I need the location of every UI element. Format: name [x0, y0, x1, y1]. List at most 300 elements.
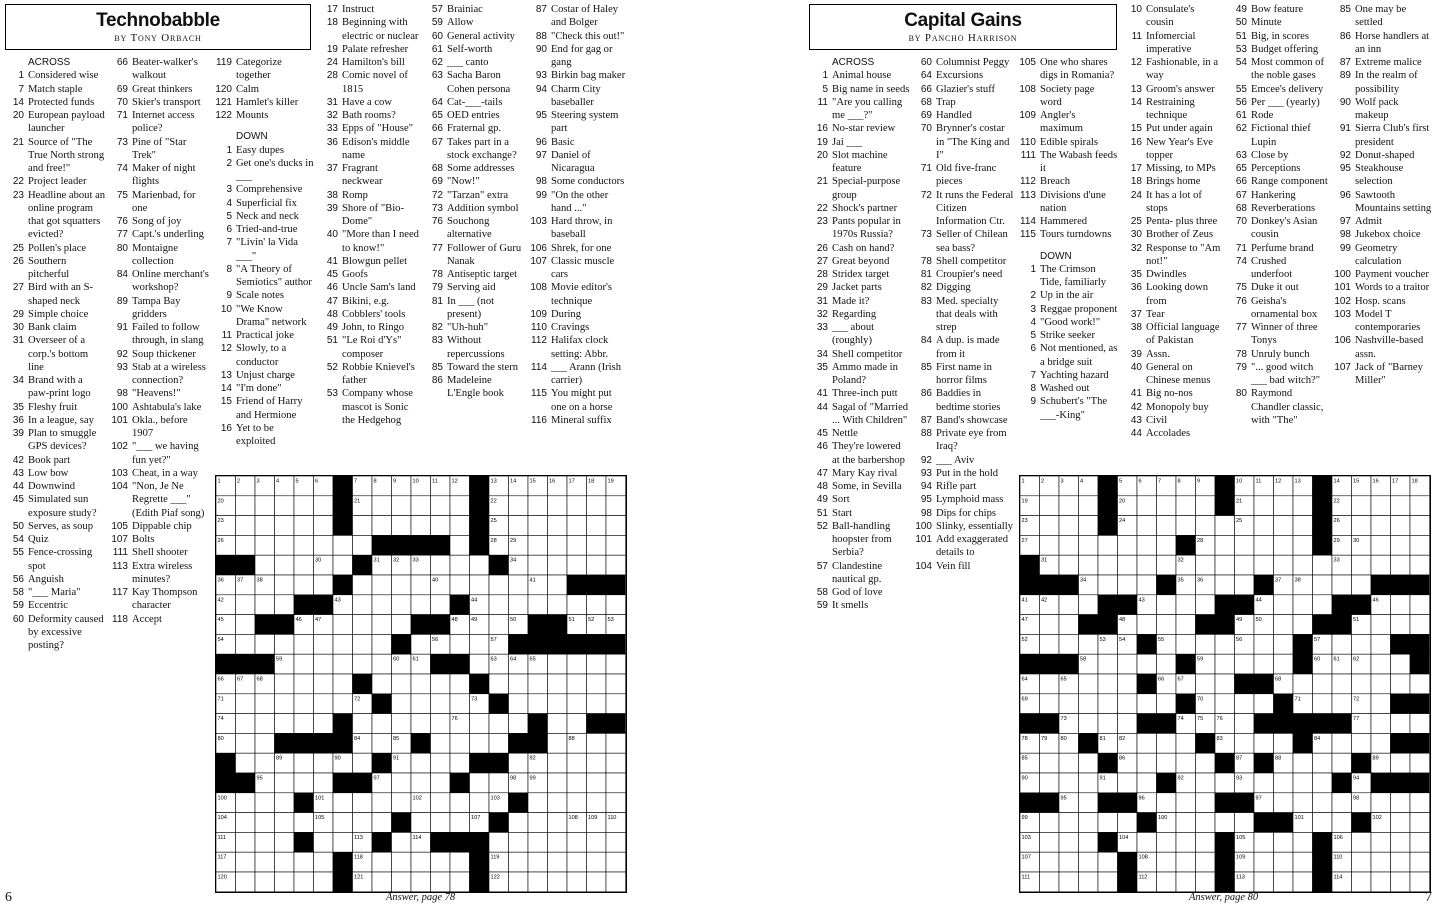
grid-cell[interactable] [236, 615, 256, 635]
grid-cell[interactable] [333, 813, 353, 833]
grid-cell[interactable] [1274, 496, 1294, 516]
grid-cell[interactable] [392, 773, 412, 793]
grid-cell[interactable] [528, 496, 548, 516]
grid-cell[interactable] [509, 714, 529, 734]
grid-cell[interactable] [392, 714, 412, 734]
grid-cell[interactable] [509, 852, 529, 872]
grid-cell[interactable] [1274, 832, 1294, 852]
grid-cell[interactable] [1079, 753, 1099, 773]
grid-cell[interactable] [255, 813, 275, 833]
grid-cell[interactable] [431, 694, 451, 714]
grid-cell[interactable] [275, 634, 295, 654]
grid-cell[interactable] [1137, 773, 1157, 793]
grid-cell[interactable] [450, 516, 470, 536]
grid-cell[interactable] [1157, 555, 1177, 575]
grid-cell[interactable] [1079, 714, 1099, 734]
grid-cell[interactable] [548, 733, 568, 753]
grid-cell[interactable] [275, 872, 295, 892]
grid-cell[interactable] [1059, 773, 1079, 793]
grid-cell[interactable] [431, 496, 451, 516]
grid-cell[interactable] [1391, 714, 1411, 734]
grid-cell[interactable] [275, 813, 295, 833]
grid-cell[interactable] [392, 595, 412, 615]
grid-cell[interactable] [353, 615, 373, 635]
grid-cell[interactable] [431, 753, 451, 773]
grid-cell[interactable] [606, 793, 626, 813]
grid-cell[interactable] [509, 516, 529, 536]
grid-cell[interactable] [1040, 773, 1060, 793]
grid-cell[interactable] [255, 733, 275, 753]
grid-cell[interactable] [1040, 872, 1060, 892]
grid-cell[interactable] [489, 714, 509, 734]
grid-cell[interactable] [1293, 595, 1313, 615]
grid-cell[interactable] [1098, 694, 1118, 714]
grid-cell[interactable] [411, 852, 431, 872]
grid-cell[interactable] [1352, 496, 1372, 516]
grid-cell[interactable] [1371, 496, 1391, 516]
grid-cell[interactable] [1079, 516, 1099, 536]
grid-cell[interactable] [1059, 872, 1079, 892]
grid-cell[interactable] [567, 595, 587, 615]
grid-cell[interactable] [314, 832, 334, 852]
grid-cell[interactable] [509, 813, 529, 833]
grid-cell[interactable] [1137, 832, 1157, 852]
grid-cell[interactable] [372, 615, 392, 635]
grid-cell[interactable] [587, 773, 607, 793]
grid-cell[interactable] [489, 615, 509, 635]
grid-cell[interactable] [1274, 634, 1294, 654]
grid-cell[interactable] [509, 872, 529, 892]
grid-cell[interactable] [1313, 575, 1333, 595]
grid-cell[interactable] [411, 714, 431, 734]
grid-cell[interactable] [450, 535, 470, 555]
grid-cell[interactable] [1410, 595, 1430, 615]
grid-cell[interactable] [1371, 694, 1391, 714]
grid-cell[interactable] [548, 555, 568, 575]
grid-cell[interactable] [1371, 654, 1391, 674]
grid-cell[interactable] [528, 852, 548, 872]
grid-cell[interactable] [333, 674, 353, 694]
grid-cell[interactable] [1391, 615, 1411, 635]
grid-cell[interactable] [587, 595, 607, 615]
right-crossword-grid[interactable] [1019, 475, 1431, 893]
grid-cell[interactable] [1196, 793, 1216, 813]
grid-cell[interactable] [1293, 773, 1313, 793]
grid-cell[interactable] [489, 832, 509, 852]
grid-cell[interactable] [528, 674, 548, 694]
grid-cell[interactable] [1254, 654, 1274, 674]
grid-cell[interactable] [1371, 555, 1391, 575]
grid-cell[interactable] [1410, 813, 1430, 833]
grid-cell[interactable] [587, 654, 607, 674]
grid-cell[interactable] [294, 813, 314, 833]
grid-cell[interactable] [1079, 595, 1099, 615]
grid-cell[interactable] [567, 654, 587, 674]
grid-cell[interactable] [1059, 615, 1079, 635]
grid-cell[interactable] [236, 714, 256, 734]
grid-cell[interactable] [567, 516, 587, 536]
grid-cell[interactable] [353, 793, 373, 813]
grid-cell[interactable] [431, 555, 451, 575]
grid-cell[interactable] [353, 516, 373, 536]
grid-cell[interactable] [1040, 813, 1060, 833]
grid-cell[interactable] [1391, 535, 1411, 555]
grid-cell[interactable] [548, 753, 568, 773]
grid-cell[interactable] [1332, 733, 1352, 753]
grid-cell[interactable] [1215, 575, 1235, 595]
grid-cell[interactable] [236, 753, 256, 773]
grid-cell[interactable] [1391, 654, 1411, 674]
grid-cell[interactable] [1293, 852, 1313, 872]
grid-cell[interactable] [606, 694, 626, 714]
grid-cell[interactable] [1371, 852, 1391, 872]
grid-cell[interactable] [548, 516, 568, 536]
grid-cell[interactable] [1040, 634, 1060, 654]
grid-cell[interactable] [548, 496, 568, 516]
grid-cell[interactable] [411, 575, 431, 595]
grid-cell[interactable] [372, 654, 392, 674]
grid-cell[interactable] [1332, 813, 1352, 833]
grid-cell[interactable] [431, 516, 451, 536]
grid-cell[interactable] [1215, 773, 1235, 793]
grid-cell[interactable] [606, 496, 626, 516]
grid-cell[interactable] [548, 535, 568, 555]
grid-cell[interactable] [1040, 496, 1060, 516]
grid-cell[interactable] [1313, 753, 1333, 773]
grid-cell[interactable] [1157, 496, 1177, 516]
grid-cell[interactable] [1079, 555, 1099, 575]
grid-cell[interactable] [606, 852, 626, 872]
grid-cell[interactable] [1274, 773, 1294, 793]
grid-cell[interactable] [1293, 516, 1313, 536]
grid-cell[interactable] [509, 694, 529, 714]
grid-cell[interactable] [1079, 813, 1099, 833]
grid-cell[interactable] [1059, 595, 1079, 615]
left-crossword-grid[interactable] [215, 475, 627, 893]
grid-cell[interactable] [372, 733, 392, 753]
grid-cell[interactable] [294, 654, 314, 674]
grid-cell[interactable] [1196, 516, 1216, 536]
grid-cell[interactable] [489, 575, 509, 595]
grid-cell[interactable] [236, 813, 256, 833]
grid-cell[interactable] [411, 694, 431, 714]
grid-cell[interactable] [1313, 773, 1333, 793]
grid-cell[interactable] [1196, 674, 1216, 694]
grid-cell[interactable] [1293, 535, 1313, 555]
grid-cell[interactable] [1157, 852, 1177, 872]
grid-cell[interactable] [372, 852, 392, 872]
grid-cell[interactable] [1274, 733, 1294, 753]
grid-cell[interactable] [1352, 872, 1372, 892]
grid-cell[interactable] [450, 872, 470, 892]
grid-cell[interactable] [255, 872, 275, 892]
grid-cell[interactable] [567, 773, 587, 793]
grid-cell[interactable] [1079, 872, 1099, 892]
grid-cell[interactable] [1371, 535, 1391, 555]
grid-cell[interactable] [528, 555, 548, 575]
grid-cell[interactable] [1410, 714, 1430, 734]
grid-cell[interactable] [528, 832, 548, 852]
grid-cell[interactable] [1371, 793, 1391, 813]
grid-cell[interactable] [548, 813, 568, 833]
grid-cell[interactable] [1079, 496, 1099, 516]
grid-cell[interactable] [1274, 615, 1294, 635]
grid-cell[interactable] [236, 793, 256, 813]
grid-cell[interactable] [450, 674, 470, 694]
grid-cell[interactable] [1215, 674, 1235, 694]
grid-cell[interactable] [1118, 555, 1138, 575]
grid-cell[interactable] [353, 634, 373, 654]
grid-cell[interactable] [470, 555, 490, 575]
grid-cell[interactable] [392, 575, 412, 595]
grid-cell[interactable] [1235, 575, 1255, 595]
grid-cell[interactable] [450, 813, 470, 833]
grid-cell[interactable] [372, 575, 392, 595]
grid-cell[interactable] [294, 575, 314, 595]
grid-cell[interactable] [314, 773, 334, 793]
grid-cell[interactable] [431, 714, 451, 734]
grid-cell[interactable] [411, 595, 431, 615]
grid-cell[interactable] [1410, 793, 1430, 813]
grid-cell[interactable] [567, 753, 587, 773]
grid-cell[interactable] [1118, 575, 1138, 595]
grid-cell[interactable] [1352, 555, 1372, 575]
grid-cell[interactable] [1410, 496, 1430, 516]
grid-cell[interactable] [1157, 694, 1177, 714]
grid-cell[interactable] [1118, 674, 1138, 694]
grid-cell[interactable] [255, 496, 275, 516]
grid-cell[interactable] [1293, 555, 1313, 575]
grid-cell[interactable] [1196, 595, 1216, 615]
grid-cell[interactable] [1352, 674, 1372, 694]
grid-cell[interactable] [606, 832, 626, 852]
grid-cell[interactable] [294, 852, 314, 872]
grid-cell[interactable] [1254, 733, 1274, 753]
grid-cell[interactable] [1079, 852, 1099, 872]
grid-cell[interactable] [314, 753, 334, 773]
grid-cell[interactable] [1410, 852, 1430, 872]
grid-cell[interactable] [528, 694, 548, 714]
grid-cell[interactable] [1157, 615, 1177, 635]
grid-cell[interactable] [333, 793, 353, 813]
grid-cell[interactable] [255, 753, 275, 773]
grid-cell[interactable] [548, 694, 568, 714]
grid-cell[interactable] [236, 694, 256, 714]
grid-cell[interactable] [587, 516, 607, 536]
grid-cell[interactable] [1391, 595, 1411, 615]
grid-cell[interactable] [606, 773, 626, 793]
grid-cell[interactable] [548, 793, 568, 813]
grid-cell[interactable] [470, 654, 490, 674]
grid-cell[interactable] [567, 535, 587, 555]
grid-cell[interactable] [528, 516, 548, 536]
grid-cell[interactable] [255, 516, 275, 536]
grid-cell[interactable] [372, 714, 392, 734]
grid-cell[interactable] [1391, 793, 1411, 813]
grid-cell[interactable] [1254, 872, 1274, 892]
grid-cell[interactable] [392, 694, 412, 714]
grid-cell[interactable] [411, 674, 431, 694]
grid-cell[interactable] [1040, 674, 1060, 694]
grid-cell[interactable] [314, 575, 334, 595]
grid-cell[interactable] [1137, 733, 1157, 753]
grid-cell[interactable] [1410, 832, 1430, 852]
grid-cell[interactable] [509, 832, 529, 852]
grid-cell[interactable] [1313, 694, 1333, 714]
grid-cell[interactable] [255, 694, 275, 714]
grid-cell[interactable] [567, 832, 587, 852]
grid-cell[interactable] [314, 634, 334, 654]
grid-cell[interactable] [1176, 516, 1196, 536]
grid-cell[interactable] [548, 832, 568, 852]
grid-cell[interactable] [1332, 694, 1352, 714]
grid-cell[interactable] [1254, 852, 1274, 872]
grid-cell[interactable] [1332, 793, 1352, 813]
grid-cell[interactable] [255, 852, 275, 872]
grid-cell[interactable] [1352, 832, 1372, 852]
grid-cell[interactable] [548, 852, 568, 872]
grid-cell[interactable] [1157, 872, 1177, 892]
grid-cell[interactable] [1235, 714, 1255, 734]
grid-cell[interactable] [606, 555, 626, 575]
grid-cell[interactable] [489, 595, 509, 615]
grid-cell[interactable] [509, 674, 529, 694]
grid-cell[interactable] [372, 813, 392, 833]
grid-cell[interactable] [1274, 872, 1294, 892]
grid-cell[interactable] [275, 852, 295, 872]
grid-cell[interactable] [411, 773, 431, 793]
grid-cell[interactable] [1157, 654, 1177, 674]
grid-cell[interactable] [450, 694, 470, 714]
grid-cell[interactable] [431, 793, 451, 813]
grid-cell[interactable] [606, 535, 626, 555]
grid-cell[interactable] [1274, 516, 1294, 536]
grid-cell[interactable] [1410, 674, 1430, 694]
grid-cell[interactable] [1098, 674, 1118, 694]
grid-cell[interactable] [1137, 615, 1157, 635]
grid-cell[interactable] [1079, 793, 1099, 813]
grid-cell[interactable] [314, 496, 334, 516]
grid-cell[interactable] [275, 496, 295, 516]
grid-cell[interactable] [255, 555, 275, 575]
grid-cell[interactable] [606, 753, 626, 773]
grid-cell[interactable] [1079, 694, 1099, 714]
grid-cell[interactable] [587, 793, 607, 813]
grid-cell[interactable] [1391, 496, 1411, 516]
grid-cell[interactable] [489, 773, 509, 793]
grid-cell[interactable] [372, 793, 392, 813]
grid-cell[interactable] [1098, 872, 1118, 892]
grid-cell[interactable] [1098, 575, 1118, 595]
grid-cell[interactable] [1254, 773, 1274, 793]
grid-cell[interactable] [1410, 555, 1430, 575]
grid-cell[interactable] [1079, 832, 1099, 852]
grid-cell[interactable] [587, 674, 607, 694]
grid-cell[interactable] [567, 694, 587, 714]
grid-cell[interactable] [411, 813, 431, 833]
grid-cell[interactable] [294, 516, 314, 536]
grid-cell[interactable] [1313, 674, 1333, 694]
grid-cell[interactable] [314, 852, 334, 872]
grid-cell[interactable] [333, 535, 353, 555]
grid-cell[interactable] [1254, 555, 1274, 575]
grid-cell[interactable] [1254, 832, 1274, 852]
grid-cell[interactable] [1098, 535, 1118, 555]
grid-cell[interactable] [1196, 634, 1216, 654]
grid-cell[interactable] [1196, 753, 1216, 773]
grid-cell[interactable] [1137, 555, 1157, 575]
grid-cell[interactable] [606, 674, 626, 694]
grid-cell[interactable] [1254, 694, 1274, 714]
grid-cell[interactable] [1293, 615, 1313, 635]
grid-cell[interactable] [509, 496, 529, 516]
grid-cell[interactable] [509, 753, 529, 773]
grid-cell[interactable] [606, 595, 626, 615]
grid-cell[interactable] [1332, 674, 1352, 694]
grid-cell[interactable] [353, 575, 373, 595]
grid-cell[interactable] [1176, 872, 1196, 892]
grid-cell[interactable] [1274, 595, 1294, 615]
grid-cell[interactable] [333, 654, 353, 674]
grid-cell[interactable] [1371, 634, 1391, 654]
grid-cell[interactable] [1137, 753, 1157, 773]
grid-cell[interactable] [567, 852, 587, 872]
grid-cell[interactable] [1137, 575, 1157, 595]
grid-cell[interactable] [314, 714, 334, 734]
grid-cell[interactable] [450, 753, 470, 773]
grid-cell[interactable] [1371, 832, 1391, 852]
grid-cell[interactable] [1215, 634, 1235, 654]
grid-cell[interactable] [1196, 813, 1216, 833]
grid-cell[interactable] [1059, 852, 1079, 872]
grid-cell[interactable] [1059, 753, 1079, 773]
grid-cell[interactable] [548, 595, 568, 615]
grid-cell[interactable] [1157, 733, 1177, 753]
grid-cell[interactable] [1391, 753, 1411, 773]
grid-cell[interactable] [509, 575, 529, 595]
grid-cell[interactable] [255, 714, 275, 734]
grid-cell[interactable] [275, 832, 295, 852]
grid-cell[interactable] [450, 634, 470, 654]
grid-cell[interactable] [1118, 813, 1138, 833]
grid-cell[interactable] [1079, 535, 1099, 555]
grid-cell[interactable] [587, 694, 607, 714]
grid-cell[interactable] [1196, 496, 1216, 516]
grid-cell[interactable] [1040, 753, 1060, 773]
grid-cell[interactable] [470, 793, 490, 813]
grid-cell[interactable] [1352, 634, 1372, 654]
grid-cell[interactable] [450, 496, 470, 516]
grid-cell[interactable] [1196, 852, 1216, 872]
grid-cell[interactable] [236, 535, 256, 555]
grid-cell[interactable] [1215, 535, 1235, 555]
grid-cell[interactable] [392, 832, 412, 852]
grid-cell[interactable] [1059, 813, 1079, 833]
grid-cell[interactable] [1196, 832, 1216, 852]
grid-cell[interactable] [587, 555, 607, 575]
grid-cell[interactable] [1332, 753, 1352, 773]
grid-cell[interactable] [1118, 714, 1138, 734]
grid-cell[interactable] [236, 516, 256, 536]
grid-cell[interactable] [294, 773, 314, 793]
grid-cell[interactable] [333, 634, 353, 654]
grid-cell[interactable] [606, 654, 626, 674]
grid-cell[interactable] [1391, 813, 1411, 833]
grid-cell[interactable] [1157, 832, 1177, 852]
grid-cell[interactable] [255, 634, 275, 654]
grid-cell[interactable] [1391, 674, 1411, 694]
grid-cell[interactable] [1079, 773, 1099, 793]
